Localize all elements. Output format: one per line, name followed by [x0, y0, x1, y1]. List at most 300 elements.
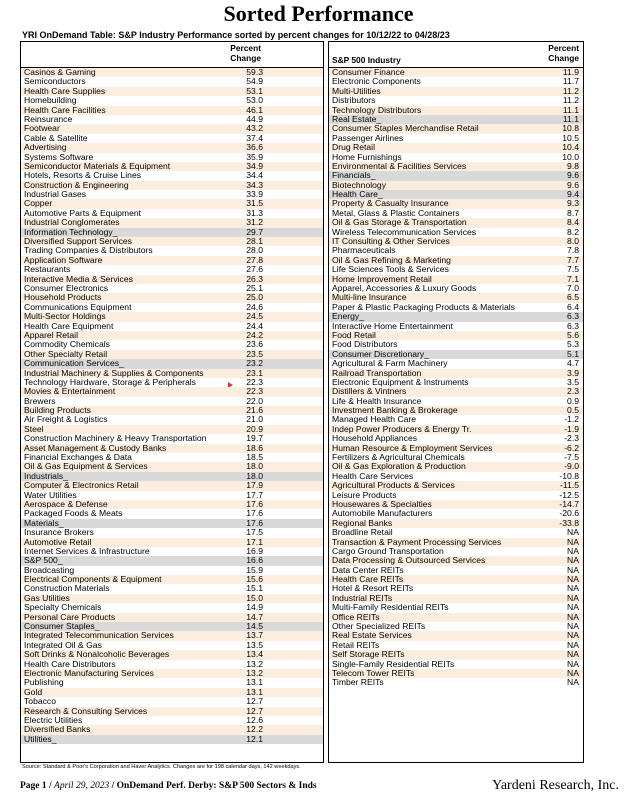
brand-name: Yardeni Research, Inc.	[492, 778, 619, 793]
percent-change: 17.5	[246, 527, 263, 538]
percent-change: 16.6	[246, 555, 263, 566]
percent-change: 22.3	[246, 376, 263, 387]
industry-name: Construction Machinery & Heavy Transportation	[24, 433, 207, 444]
industry-name: S&P 500_	[24, 555, 63, 566]
industry-name: Broadline Retail	[332, 527, 393, 538]
percent-change: 36.6	[246, 142, 263, 153]
industry-name: Electrical Components & Equipment	[24, 574, 162, 585]
industry-name: Oil & Gas Storage & Transportation	[332, 217, 467, 228]
industry-name: Investment Banking & Brokerage	[332, 405, 458, 416]
industry-name: Cable & Satellite	[24, 132, 88, 143]
industry-name: Brewers	[24, 395, 56, 406]
percent-change: 0.5	[567, 405, 579, 416]
percent-change: NA	[567, 668, 579, 678]
industry-name: Computer & Electronics Retail	[24, 480, 139, 491]
table-row	[21, 735, 323, 744]
percent-change: 17.9	[246, 480, 263, 491]
industry-name: Materials_	[24, 517, 64, 528]
percent-change: -6.2	[564, 442, 579, 453]
percent-change: 8.4	[567, 217, 579, 228]
percent-change: 13.4	[246, 649, 263, 660]
percent-change: 11.2	[562, 95, 579, 106]
industry-name: Advertising	[24, 142, 67, 153]
table-row	[21, 415, 323, 424]
percent-change: 43.2	[246, 123, 263, 134]
industry-name: Automobile Manufacturers	[332, 508, 433, 519]
percent-change: 6.3	[567, 320, 579, 331]
industry-name: Steel	[24, 423, 44, 434]
percent-change: 28.0	[246, 245, 263, 256]
percent-change: 12.2	[246, 724, 263, 735]
industry-column-header: S&P 500 Industry	[332, 55, 401, 65]
percent-change: 25.0	[246, 292, 263, 303]
percent-change: 13.2	[246, 668, 263, 678]
table-row	[21, 688, 323, 697]
percent-change: 24.5	[246, 311, 263, 322]
industry-name: Specialty Chemicals	[24, 602, 102, 613]
percent-change: 9.3	[567, 198, 579, 209]
percent-change: 27.6	[246, 264, 263, 275]
percent-change: NA	[567, 611, 579, 622]
industry-name: Fertilizers & Agricultural Chemicals	[332, 452, 465, 463]
industry-name: Financial Exchanges & Data	[24, 452, 132, 463]
industry-name: Consumer Electronics	[24, 282, 109, 293]
percent-change: 12.7	[246, 696, 263, 707]
industry-name: Interactive Home Entertainment	[332, 320, 453, 331]
right-table	[328, 41, 584, 763]
percent-change: 13.5	[246, 639, 263, 650]
percent-change: 19.7	[246, 433, 263, 444]
percent-change: 15.6	[246, 574, 263, 585]
industry-name: Integrated Oil & Gas	[24, 639, 102, 650]
industry-name: Drug Retail	[332, 142, 375, 153]
industry-name: Industrial Machinery & Supplies & Components	[24, 367, 204, 378]
percent-change: -20.6	[559, 508, 579, 519]
table-row	[21, 669, 323, 678]
percent-change: 37.4	[246, 132, 263, 143]
industry-name: Consumer Finance	[332, 67, 405, 77]
percent-change: -10.8	[559, 470, 579, 481]
percent-change: 7.5	[567, 264, 579, 275]
percent-change: 11.9	[562, 67, 579, 77]
percent-change: 14.9	[246, 602, 263, 613]
percent-change: 15.0	[246, 592, 263, 603]
industry-name: Housewares & Specialties	[332, 498, 432, 509]
industry-name: Food Distributors	[332, 339, 398, 350]
industry-name: Human Resource & Employment Services	[332, 442, 493, 453]
industry-name: Oil & Gas Refining & Marketing	[332, 254, 451, 265]
industry-name: Packaged Foods & Meats	[24, 508, 123, 519]
percent-change: 18.5	[246, 452, 263, 463]
industry-name: Construction Materials	[24, 583, 110, 594]
industry-name: Health Care Supplies	[24, 85, 106, 96]
percent-change: 31.2	[246, 217, 263, 228]
left-table-body	[21, 68, 323, 744]
percent-change: 34.4	[246, 170, 263, 181]
industry-name: Industrial Conglomerates	[24, 217, 120, 228]
percent-change: 26.3	[246, 273, 263, 284]
industry-name: Life Sciences Tools & Services	[332, 264, 449, 275]
industry-name: Managed Health Care	[332, 414, 417, 425]
percent-change: -2.3	[564, 433, 579, 444]
percent-change: 17.6	[246, 517, 263, 528]
industry-name: Real Estate_	[332, 113, 382, 124]
industry-name: Transaction & Payment Processing Services	[332, 536, 502, 547]
percent-change: 31.5	[246, 198, 263, 209]
industry-name: Agricultural Products & Services	[332, 480, 455, 491]
percent-change: 15.1	[246, 583, 263, 594]
percent-change: 23.2	[246, 358, 263, 369]
industry-name: Health Care Equipment	[24, 320, 114, 331]
industry-name: Indep Power Producers & Energy Tr.	[332, 423, 472, 434]
percent-change: NA	[567, 545, 579, 556]
industry-name: Telecom Tower REITs	[332, 668, 415, 678]
industry-name: Interactive Media & Services	[24, 273, 133, 284]
industry-name: Health Care_	[332, 189, 383, 200]
industry-name: Retail REITs	[332, 639, 380, 650]
industry-name: Industrial REITs	[332, 592, 393, 603]
industry-name: Building Products	[24, 405, 91, 416]
industry-name: Trading Companies & Distributors	[24, 245, 153, 256]
industry-name: Insurance Brokers	[24, 527, 94, 538]
percent-change: 7.8	[567, 245, 579, 256]
percent-change: NA	[567, 536, 579, 547]
industry-name: Cargo Ground Transportation	[332, 545, 444, 556]
percent-change: 31.3	[246, 207, 263, 218]
industry-name: Casinos & Gaming	[24, 67, 96, 77]
table-row	[21, 190, 323, 199]
industry-name: Diversified Banks	[24, 724, 91, 735]
left-table	[20, 41, 324, 763]
industry-name: Hotel & Resort REITs	[332, 583, 414, 594]
percent-change: 12.6	[246, 714, 263, 725]
industry-name: Consumer Discretionary_	[332, 348, 429, 359]
industry-name: Household Appliances	[332, 433, 418, 444]
percent-change: NA	[567, 639, 579, 650]
industry-name: Broadcasting	[24, 564, 75, 575]
industry-name: Data Processing & Outsourced Services	[332, 555, 486, 566]
percent-change: 24.4	[246, 320, 263, 331]
table-row	[21, 115, 323, 124]
industry-name: Distributors	[332, 95, 376, 106]
industry-name: Multi-Sector Holdings	[24, 311, 106, 322]
industry-name: Information Technology_	[24, 226, 118, 237]
industry-name: Air Freight & Logistics	[24, 414, 108, 425]
industry-name: Self Storage REITs	[332, 649, 405, 660]
percent-change: 7.7	[567, 254, 579, 265]
industry-name: Integrated Telecommunication Services	[24, 630, 174, 641]
percent-change: -1.2	[564, 414, 579, 425]
percent-change: 53.1	[246, 85, 263, 96]
industry-name: Publishing	[24, 677, 64, 688]
industry-name: Industrial Gases	[24, 189, 87, 200]
industry-name: IT Consulting & Other Services	[332, 236, 450, 247]
percent-change: 9.6	[567, 179, 579, 190]
industry-name: Pharmaceuticals	[332, 245, 396, 256]
industry-name: Communication Services_	[24, 358, 124, 369]
page-footer	[20, 781, 317, 791]
percent-change: 4.7	[567, 358, 579, 369]
industry-name: Multi-Utilities	[332, 85, 381, 96]
percent-change: 18.6	[246, 442, 263, 453]
percent-change: 23.1	[246, 367, 263, 378]
industry-name: Automotive Retail	[24, 536, 92, 547]
industry-name: Metal, Glass & Plastic Containers	[332, 207, 460, 218]
percent-change: 21.0	[246, 414, 263, 425]
industry-name: Railroad Transportation	[332, 367, 422, 378]
percent-change: 8.0	[567, 236, 579, 247]
percent-change: 11.1	[562, 104, 579, 115]
percent-change: 5.1	[567, 348, 579, 359]
industry-name: Multi-Family Residential REITs	[332, 602, 449, 613]
industry-name: Property & Casualty Insurance	[332, 198, 449, 209]
industry-name: Diversified Support Services	[24, 236, 132, 247]
percent-change: 54.9	[246, 76, 263, 87]
industry-name: Life & Health Insurance	[332, 395, 422, 406]
right-percent-change-header: Percent Change	[548, 43, 579, 63]
percent-change: 6.3	[567, 311, 579, 322]
table-row	[329, 678, 583, 687]
percent-change: -9.0	[564, 461, 579, 472]
industry-name: Food Retail	[332, 329, 376, 340]
industry-name: Distillers & Vintners	[332, 386, 407, 397]
industry-name: Tobacco	[24, 696, 57, 707]
source-note: Source: Standard & Poor's Corporation and Haver Analytics. Changes are for 198 calendar days, 142 weekdays.	[22, 764, 301, 770]
industry-name: Hotels, Resorts & Cruise Lines	[24, 170, 142, 181]
industry-name: Research & Consulting Services	[24, 705, 148, 716]
footer-page: Page 1 /	[20, 781, 52, 791]
industry-name: Semiconductor Materials & Equipment	[24, 160, 171, 171]
percent-change: 25.1	[246, 282, 263, 293]
percent-change: NA	[567, 649, 579, 660]
percent-change: 10.8	[562, 123, 579, 134]
industry-name: Financials_	[332, 170, 376, 181]
percent-change: 8.2	[567, 226, 579, 237]
percent-change: 20.9	[246, 423, 263, 434]
percent-change: 11.2	[562, 85, 579, 96]
percent-change: 11.1	[562, 113, 579, 124]
percent-change: -33.8	[559, 517, 579, 528]
table-row	[21, 725, 323, 734]
industry-name: Multi-line Insurance	[332, 292, 407, 303]
industry-name: Real Estate Services	[332, 630, 412, 641]
percent-change: 23.5	[246, 348, 263, 359]
percent-change: 13.7	[246, 630, 263, 641]
industry-name: Consumer Staples Merchandise Retail	[332, 123, 479, 134]
table-row	[21, 678, 323, 687]
percent-change: 7.0	[567, 282, 579, 293]
percent-change: 7.1	[567, 273, 579, 284]
footer-date: April 29, 2023	[54, 781, 110, 791]
percent-change: NA	[567, 658, 579, 669]
industry-name: Other Specialty Retail	[24, 348, 108, 359]
percent-change: NA	[567, 583, 579, 594]
industry-name: Soft Drinks & Nonalcoholic Beverages	[24, 649, 170, 660]
industry-name: Energy_	[332, 311, 365, 322]
left-percent-change-header: Percent Change	[230, 43, 261, 63]
industry-name: Automotive Parts & Equipment	[24, 207, 142, 218]
industry-name: Electronic Components	[332, 76, 421, 87]
industry-name: Health Care REITs	[332, 574, 404, 585]
industry-name: Personal Care Products	[24, 611, 116, 622]
percent-change: 5.3	[567, 339, 579, 350]
industry-name: Industrials_	[24, 470, 68, 481]
percent-change: 22.3	[246, 386, 263, 397]
percent-change: 16.9	[246, 545, 263, 556]
percent-change: NA	[567, 564, 579, 575]
percent-change: 34.3	[246, 179, 263, 190]
percent-change: 12.1	[246, 733, 263, 744]
percent-change: NA	[567, 630, 579, 641]
industry-name: Homebuilding	[24, 95, 77, 106]
percent-change: 24.6	[246, 301, 263, 312]
percent-change: 24.2	[246, 329, 263, 340]
table-subtitle: YRI OnDemand Table: S&P Industry Performance sorted by percent changes for 10/12/22 to 04/28/23	[22, 30, 450, 40]
percent-change: 13.1	[246, 677, 263, 688]
percent-change: 11.7	[562, 76, 579, 87]
industry-name: Reinsurance	[24, 113, 73, 124]
footer-label: / OnDemand Perf. Derby: S&P 500 Sectors & Inds	[111, 781, 317, 791]
percent-change: 2.3	[567, 386, 579, 397]
percent-change: 46.1	[246, 104, 263, 115]
industry-name: Water Utilities	[24, 489, 77, 500]
industry-name: Agricultural & Farm Machinery	[332, 358, 448, 369]
industry-name: Household Products	[24, 292, 102, 303]
percent-change: 18.0	[246, 470, 263, 481]
percent-change: 8.7	[567, 207, 579, 218]
percent-change: 17.6	[246, 498, 263, 509]
industry-name: Utilities_	[24, 733, 57, 744]
industry-name: Oil & Gas Exploration & Production	[332, 461, 466, 472]
industry-name: Home Furnishings	[332, 151, 402, 162]
percent-change: 15.9	[246, 564, 263, 575]
page-title: Sorted Performance	[223, 1, 414, 26]
industry-name: Paper & Plastic Packaging Products & Materials	[332, 301, 515, 312]
percent-change: NA	[567, 574, 579, 585]
industry-name: Asset Management & Custody Banks	[24, 442, 167, 453]
industry-name: Apparel Retail	[24, 329, 78, 340]
industry-name: Health Care Facilities	[24, 104, 106, 115]
percent-change: 9.4	[567, 189, 579, 200]
percent-change: 5.6	[567, 329, 579, 340]
percent-change: -14.7	[559, 498, 579, 509]
industry-name: Gold	[24, 686, 43, 697]
percent-change: 13.2	[246, 658, 263, 669]
table-row	[21, 387, 323, 396]
percent-change: 9.8	[567, 160, 579, 171]
percent-change: 10.0	[562, 151, 579, 162]
industry-name: Wireless Telecommunication Services	[332, 226, 477, 237]
percent-change: NA	[567, 677, 579, 688]
industry-name: Construction & Engineering	[24, 179, 129, 190]
industry-name: Consumer Staples_	[24, 621, 100, 632]
percent-change: 28.1	[246, 236, 263, 247]
percent-change: 21.6	[246, 405, 263, 416]
industry-name: Systems Software	[24, 151, 94, 162]
percent-change: 14.7	[246, 611, 263, 622]
industry-name: Internet Services & Infrastructure	[24, 545, 150, 556]
percent-change: 27.8	[246, 254, 263, 265]
industry-name: Apparel, Accessories & Luxury Goods	[332, 282, 477, 293]
percent-change: 23.6	[246, 339, 263, 350]
percent-change: NA	[567, 555, 579, 566]
percent-change: 0.9	[567, 395, 579, 406]
percent-change: 3.9	[567, 367, 579, 378]
industry-name: Restaurants	[24, 264, 71, 275]
industry-name: Technology Distributors	[332, 104, 422, 115]
percent-change: -7.5	[564, 452, 579, 463]
table-row	[21, 547, 323, 556]
percent-change: 6.4	[567, 301, 579, 312]
percent-change: -1.9	[564, 423, 579, 434]
percent-change: 33.9	[246, 189, 263, 200]
industry-name: Footwear	[24, 123, 60, 134]
industry-name: Electronic Equipment & Instruments	[332, 376, 469, 387]
industry-name: Passenger Airlines	[332, 132, 404, 143]
table-row	[329, 303, 583, 312]
percent-change: NA	[567, 602, 579, 613]
percent-change: 44.9	[246, 113, 263, 124]
percent-change: -12.5	[559, 489, 579, 500]
percent-change: 34.9	[246, 160, 263, 171]
industry-name: Gas Utilities	[24, 592, 70, 603]
percent-change: NA	[567, 527, 579, 538]
industry-name: Other Specialized REITs	[332, 621, 426, 632]
industry-name: Office REITs	[332, 611, 380, 622]
industry-name: Environmental & Facilities Services	[332, 160, 467, 171]
right-table-body	[329, 68, 583, 688]
percent-change: 22.0	[246, 395, 263, 406]
industry-name: Leisure Products	[332, 489, 397, 500]
industry-name: Application Software	[24, 254, 103, 265]
industry-name: Home Improvement Retail	[332, 273, 432, 284]
percent-change: 9.6	[567, 170, 579, 181]
industry-name: Commodity Chemicals	[24, 339, 110, 350]
industry-name: Regional Banks	[332, 517, 393, 528]
industry-name: Semiconductors	[24, 76, 86, 87]
percent-change: 17.1	[246, 536, 263, 547]
percent-change: NA	[567, 621, 579, 632]
percent-change: 12.7	[246, 705, 263, 716]
industry-name: Communications Equipment	[24, 301, 132, 312]
industry-name: Biotechnology	[332, 179, 386, 190]
percent-change: 10.4	[562, 142, 579, 153]
percent-change: 14.5	[246, 621, 263, 632]
percent-change: 10.5	[562, 132, 579, 143]
industry-name: Timber REITs	[332, 677, 384, 688]
percent-change: 17.6	[246, 508, 263, 519]
percent-change: 18.0	[246, 461, 263, 472]
industry-name: Health Care Services	[332, 470, 414, 481]
percent-change: 53.0	[246, 95, 263, 106]
industry-name: Data Center REITs	[332, 564, 404, 575]
percent-change: 6.5	[567, 292, 579, 303]
industry-name: Movies & Entertainment	[24, 386, 116, 397]
right-table-header	[329, 42, 583, 68]
percent-change: 17.7	[246, 489, 263, 500]
percent-change: 59.3	[246, 67, 263, 77]
percent-change: -11.5	[560, 480, 579, 491]
percent-change: NA	[567, 592, 579, 603]
table-row	[21, 509, 323, 518]
industry-name: Oil & Gas Equipment & Services	[24, 461, 148, 472]
industry-name: Single-Family Residential REITs	[332, 658, 455, 669]
industry-name: Aerospace & Defense	[24, 498, 108, 509]
percent-change: 3.5	[567, 376, 579, 387]
industry-name: Health Care Distributors	[24, 658, 116, 669]
industry-name: Electric Utilities	[24, 714, 83, 725]
industry-name: Copper	[24, 198, 53, 209]
